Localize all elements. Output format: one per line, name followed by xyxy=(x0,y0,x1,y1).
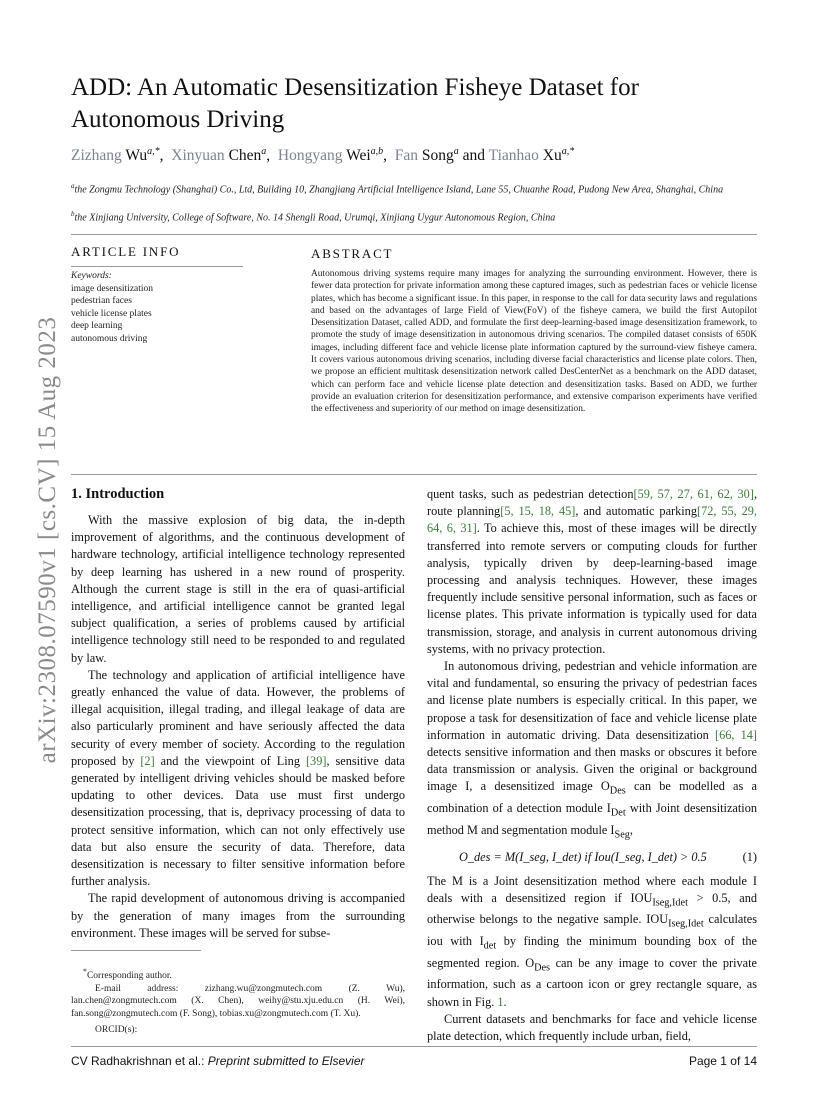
subscript: Iseg,Idet xyxy=(668,918,704,930)
paragraph xyxy=(427,486,757,658)
author-affiliation-mark: a,* xyxy=(147,146,160,157)
footnote-orcid: ORCID(s): xyxy=(95,1025,138,1036)
subscript: Det xyxy=(610,807,626,819)
keywords-block xyxy=(71,270,153,345)
author-surname: Wu xyxy=(125,147,148,165)
subscript: Seg xyxy=(614,829,630,841)
text-run: , sensitive data generated by intelligent driving vehicles should be masked before updating to other devices. Data use must first undergo desensitization processing, that is, deprivacy processing of data to protect sensitive information, which can not only effectively use data but also ensure the security of data. Therefore, data desensitization is necessary to filter sensitive information before further analysis. xyxy=(71,753,405,889)
paragraph xyxy=(427,873,757,1011)
author-surname: Wei xyxy=(346,147,371,165)
text-run: , xyxy=(629,822,633,837)
affiliation-mark: a xyxy=(71,182,75,190)
author-given: Hongyang xyxy=(277,147,343,165)
affiliation-text: the Xinjiang University, College of Software, No. 14 Shengli Road, Urumqi, Xinjiang Uygur Autonomous Region, China xyxy=(74,212,556,224)
text-run: , and automatic parking xyxy=(575,504,697,519)
keywords-label: Keywords: xyxy=(71,271,112,281)
text-run: In autonomous driving, pedestrian and vehicle information are vital and fundamental, so ensuring the privacy of pedestrian faces and license plate numbers is especially critical. In this paper, we propose a task for desensitization of face and vehicle license plate information in automatic driving. Data desensitization xyxy=(427,659,757,742)
text-run: . xyxy=(503,994,507,1009)
citation-link[interactable]: [59, 57, 27, 61, 62, 30] xyxy=(633,487,754,501)
abstract-divider xyxy=(71,474,757,475)
footnote-emails xyxy=(71,983,405,1021)
header-divider xyxy=(71,234,757,235)
author-affiliation-mark: a,b xyxy=(370,146,384,157)
text-run: with Joint desensitization method M and segmentation module I xyxy=(427,801,757,837)
equation: O_des = M(I_seg, I_det) if Iou(I_seg, I_det) > 0.5 xyxy=(459,850,707,865)
citation-link[interactable]: [39] xyxy=(305,753,327,768)
author-surname: Xu xyxy=(542,147,562,165)
citation-link[interactable]: [72, 55, 29, 64, 6, 31] xyxy=(427,504,758,536)
footnote xyxy=(71,966,405,1037)
equation-line xyxy=(459,849,757,866)
affiliation-text: the Zongmu Technology (Shanghai) Co., Ltd, Building 10, Zhangjiang Artificial Intelligence Island, Lane 55, Chuanhe Road, Pudong New Area, Shanghai, China xyxy=(74,184,724,196)
footer-divider xyxy=(71,1046,757,1047)
arxiv-side-label: arXiv:2308.07590v1 [cs.CV] 15 Aug 2023 xyxy=(34,316,61,764)
author-joiner: and xyxy=(462,147,486,165)
author-affiliation-mark: a xyxy=(453,146,459,157)
abstract-heading: ABSTRACT xyxy=(311,246,394,261)
text-run: The technology and application of artificial intelligence have greatly enhanced the value of data. However, the problems of illegal acquisition, illegal trading, and illegal leakage of data are also particularly prominent and have seriously affected the data security of every member of society. According to the regulation proposed by xyxy=(71,667,405,768)
author-given: Zizhang xyxy=(71,147,122,165)
keyword: vehicle license plates xyxy=(71,308,152,319)
text-run: can be modelled as a combination of a detection module I xyxy=(427,779,757,816)
paper-title: ADD: An Automatic Desensitization Fisheye Dataset for Autonomous Driving xyxy=(71,74,639,133)
text-run: quent tasks, such as pedestrian detection xyxy=(427,487,634,501)
keyword: pedestrian faces xyxy=(71,296,132,306)
subscript: det xyxy=(483,940,497,952)
author-affiliation-mark: a xyxy=(261,146,267,157)
author-given: Tianhao xyxy=(488,147,539,165)
equation-number: (1) xyxy=(742,850,757,865)
article-info-divider xyxy=(71,266,243,267)
text-run: , route planning xyxy=(427,487,758,519)
section-heading-introduction: 1. Introduction xyxy=(71,486,165,502)
right-column xyxy=(427,486,757,1045)
page-number: Page 1 of 14 xyxy=(688,1054,757,1068)
article-info-heading: ARTICLE INFO xyxy=(71,244,181,259)
text-run: calculates iou with I xyxy=(427,912,757,949)
citation-link[interactable]: [5, 15, 18, 45] xyxy=(500,504,576,519)
subscript: Des xyxy=(534,962,551,974)
paragraph: With the massive explosion of big data, the in-depth improvement of algorithms, and the continuous development of hardware technology, artificial intelligence technology represented by deep learning has ushered in a new round of prosperity. Although the current stage is still in the era of quasi-artificial intelligence, and artificial intelligence cannot be granted legal subject qualification, a series of problems caused by artificial intelligence technology still need to be responded to and regulated by law. xyxy=(71,513,405,665)
author-surname: Chen xyxy=(228,147,262,165)
text-run: > 0.5, and otherwise belongs to the negative sample. IOU xyxy=(427,890,757,927)
text-run: detects sensitive information and then masks or obscures it before data transmission or analysis. Given the original or background image I, a desensitized image O xyxy=(427,745,757,794)
subscript: Iseg,Idet xyxy=(652,897,688,909)
keyword: deep learning xyxy=(71,321,123,331)
paragraph xyxy=(427,658,757,843)
author-surname: Song xyxy=(421,147,454,165)
text-run: and the viewpoint of Ling xyxy=(154,753,306,768)
left-column xyxy=(71,512,405,942)
citation-link[interactable]: [66, 14] xyxy=(714,727,757,742)
text-run: . To achieve this, most of these images will be directly transferred into remote servers or computing clouds for further analysis, typically driven by deep-learning-based image processing and analysis techniques. However, these images frequently include sensitive personal information, such as faces or license plates. This private information is typically used for data transmission, storage, and analysis in current autonomous driving systems, with no privacy protection. xyxy=(427,521,757,656)
affiliation-b xyxy=(71,208,761,225)
text-run: can be any image to cover the private information, such as a cartoon icon or grey rectangle square, as shown in Fig. xyxy=(427,955,757,1009)
figure-link[interactable]: 1 xyxy=(497,994,504,1009)
author-list: Zizhang $Wu^{a,*}$, Xinyuan Chen$^a$, Hongyang Wei$^{a,b}$, Fan Song$^a$ and Tianhao $Xu^{a,*}$ xyxy=(71,146,575,165)
text-run: The M is a Joint desensitization method where each module I deals with a desensitized region if IOU xyxy=(427,873,757,905)
keyword: image desensitization xyxy=(71,283,154,294)
citation-link[interactable]: [2] xyxy=(140,753,155,768)
author-given: Fan xyxy=(394,147,419,165)
footnote-corresponding: *Corresponding author. xyxy=(83,967,172,982)
subscript: Des xyxy=(609,785,626,797)
affiliation-mark: b xyxy=(71,210,75,218)
affiliation-a xyxy=(71,180,761,197)
text-run: by finding the minimum bounding box of the segmented region. O xyxy=(427,934,757,970)
footer-preprint-note: Preprint submitted to Elsevier xyxy=(207,1054,365,1068)
email-list: zizhang.wu@zongmutech.com (Z. Wu), lan.chen@zongmutech.com (X. Chen), weihy@stu.xju.edu.cn (H. Wei), fan.song@zongmutech.com (F. Song), tobias.xu@zongmutech.com (T. Xu). xyxy=(71,983,406,1019)
paragraph: Current datasets and benchmarks for face and vehicle license plate detection, which frequently include urban, field, xyxy=(427,1011,757,1044)
email-label: E-mail address: xyxy=(95,983,179,994)
footnote-divider xyxy=(71,950,201,951)
author-affiliation-mark: a,* xyxy=(561,146,575,157)
footnote-text: Corresponding author. xyxy=(86,971,172,982)
footer-authors: CV Radhakrishnan et al.: xyxy=(71,1054,205,1068)
keyword: autonomous driving xyxy=(71,333,148,344)
paragraph: The rapid development of autonomous driving is accompanied by the generation of many images from the surrounding environment. These images will be served for subse- xyxy=(71,891,405,940)
paragraph xyxy=(71,667,405,891)
author-given: Xinyuan xyxy=(171,147,225,165)
abstract-text: Autonomous driving systems require many images for analyzing the surrounding environment. However, there is fewer data protection for private information among these captured images, such as pedestrian faces or vehicle license plates, which has become a significant issue. In this paper, in response to the call for data security laws and regulations and based on the advantages of large Field of View(FoV) of the fisheye camera, we build the first Autopilot Desensitization Dataset, called ADD, and formulate the first deep-learning-based image desensitization framework, to promote the study of image desensitization in autonomous driving scenarios. The compiled dataset consists of 650K images, including different face and vehicle license plate information captured by the surround-view fisheye camera. It covers various autonomous driving scenarios, including diverse facial characteristics and license plate colors. Then, we propose an efficient multitask desensitization network called DesCenterNet as a benchmark on the ADD dataset, which can perform face and vehicle license plate detection and desensitization tasks. Based on ADD, we further provide an evaluation criterion for desensitization performance, and extensive comparison experiments have verified the effectiveness and superiority of our method on image desensitization. xyxy=(311,269,757,415)
footer-left xyxy=(71,1054,364,1068)
